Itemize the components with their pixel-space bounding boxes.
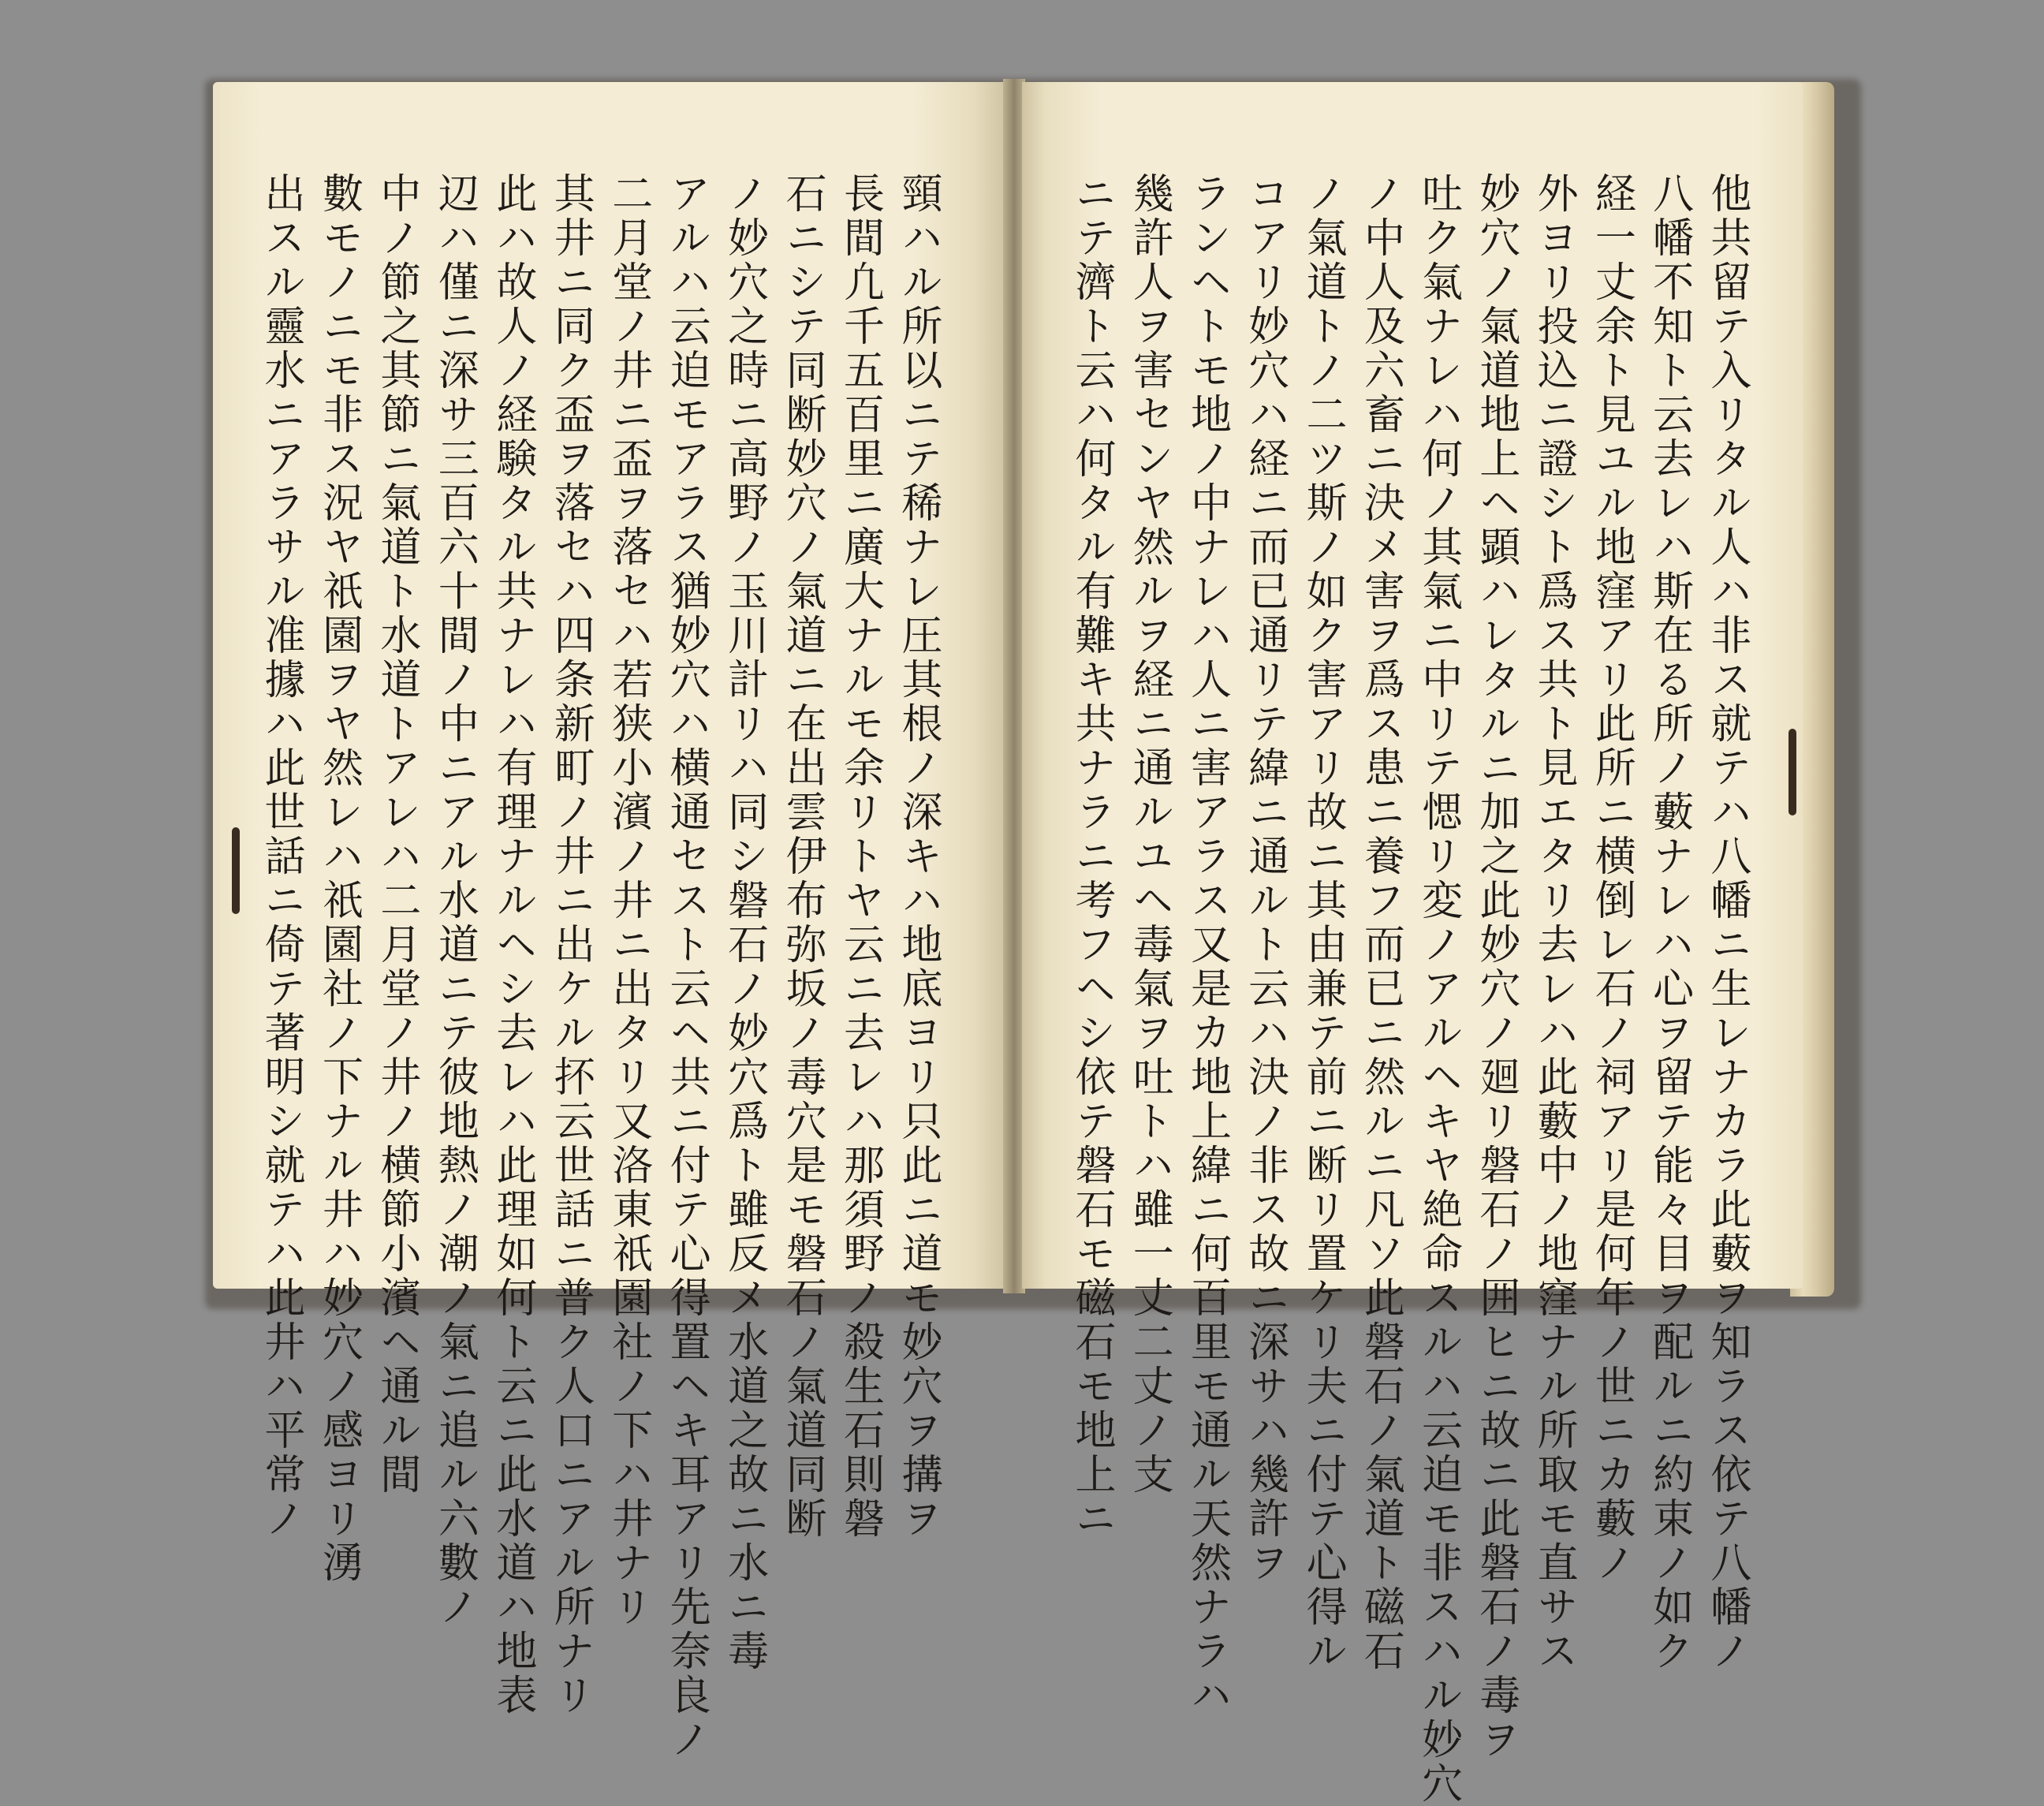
text-column: 外ヨリ投込ニ證シト爲ス共ト見エタリ去レハ此藪中ノ地窪ナル所取モ直サス	[1530, 172, 1578, 1674]
text-column: ノ妙穴之時ニ高野ノ玉川計リハ同シ磐石ノ妙穴爲ト雖反メ水道之故ニ水ニ毒	[720, 172, 768, 1674]
text-column: コアリ妙穴ハ経ニ而已通リテ緯ニ通ルト云ハ決ノ非ス故ニ深サハ幾許ヲ	[1240, 172, 1289, 1585]
text-column: 八幡不知ト云去レハ斯在る所ノ藪ナレハ心ヲ留テ能々目ヲ配ルニ約束ノ如ク	[1645, 172, 1693, 1674]
text-column: 二月堂ノ井ニ盃ヲ落セハ若狭小濱ノ井ニ出タリ又洛東祇園社ノ下ハ井ナリ	[604, 172, 652, 1629]
text-column: ノ中人及六畜ニ決メ害ヲ爲ス患ニ養フ而已ニ然ルニ凡ソ此磐石ノ氣道ト磁石	[1356, 172, 1404, 1674]
text-column: 此ハ故人ノ経験タル共ナレハ有理ナルヘシ去レハ此理如何ト云ニ此水道ハ地表	[488, 172, 536, 1718]
text-column: 吐ク氣ナレハ何ノ其氣ニ中リテ愢リ変ノアルヘキヤ絶命スルハ云迫モ非スハル妙穴	[1414, 172, 1462, 1806]
text-column: 幾許人ヲ害センヤ然ルヲ経ニ通ルユヘ毒氣ヲ吐トハ雖一丈二丈ノ支	[1125, 172, 1173, 1497]
text-column: 數モノニモ非ス況ヤ祇園ヲヤ然レハ祇園社ノ下ナル井ハ妙穴ノ感ヨリ湧	[315, 172, 363, 1585]
text-column: 頸ハル所以ニテ稀ナレ圧其根ノ深キハ地底ヨリ只此ニ道モ妙穴ヲ搆ヲ	[893, 172, 942, 1541]
right-page	[1022, 82, 1803, 1806]
text-column: ランヘトモ地ノ中ナレハ人ニ害アラス又是カ地上緯ニ何百里モ通ル天然ナラハ	[1183, 172, 1231, 1718]
text-column: アルハ云迫モアラス猶妙穴ハ横通セスト云ヘ共ニ付テ心得置ヘキ耳アリ先奈良ノ	[662, 172, 711, 1762]
text-column: 妙穴ノ氣道地上ヘ顕ハレタルニ加之此妙穴ノ廻リ磐石ノ囲ヒニ故ニ此磐石ノ毒ヲ	[1471, 172, 1520, 1762]
text-column: 長間凢千五百里ニ廣大ナルモ余リトヤ云ニ去レハ那須野ノ殺生石則磐	[836, 172, 884, 1541]
text-column: 石ニシテ同断妙穴ノ氣道ニ在出雲伊布弥坂ノ毒穴是モ磐石ノ氣道同断	[778, 172, 826, 1541]
text-column: 出スル靈水ニアラサル准據ハ此世話ニ倚テ著明シ就テハ此井ハ平常ノ	[257, 172, 304, 1541]
text-column: 他共留テ入リタル人ハ非ス就テハ八幡ニ生レナカラ此藪ヲ知ラス依テ八幡ノ	[1703, 172, 1751, 1674]
text-column: 其井ニ同ク盃ヲ落セハ四条新町ノ井ニ出ケル抔云世話ニ普ク人口ニアル所ナリ	[546, 172, 595, 1718]
left-text-block	[257, 172, 942, 1762]
text-column: ニテ濟ト云ハ何タル有難キ共ナラニ考フヘシ依テ磐石モ磁石モ地上ニ	[1068, 172, 1115, 1541]
text-column: ノ氣道トノ二ツ斯ノ如ク害アリ故ニ其由兼テ前ニ断リ置ケリ夫ニ付テ心得ル	[1299, 172, 1347, 1674]
left-page	[213, 82, 1006, 1762]
text-column: 中ノ節之其節ニ氣道ト水道トアレハ二月堂ノ井ノ横節小濱ヘ通ル間	[372, 172, 420, 1497]
text-column: 経一丈余ト見ユル地窪アリ此所ニ横倒レ石ノ祠アリ是何年ノ世ニカ藪ノ	[1587, 172, 1636, 1585]
right-text-block	[1068, 172, 1751, 1806]
text-column: 辺ハ僅ニ深サ三百六十間ノ中ニアル水道ニテ彼地熱ノ潮ノ氣ニ追ル六數ノ	[431, 172, 479, 1629]
binding-hole	[1788, 729, 1796, 815]
binding-hole	[232, 827, 240, 914]
